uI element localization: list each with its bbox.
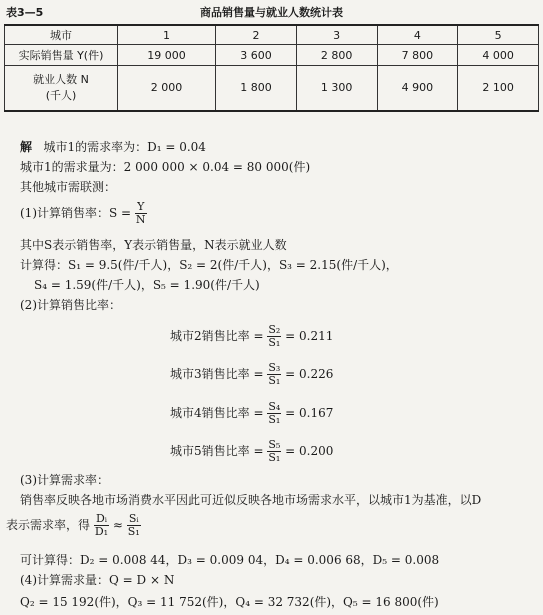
fraction-denominator: S₁: [268, 413, 281, 426]
fraction-numerator: Y: [135, 201, 147, 214]
fraction-denominator: N: [135, 213, 146, 226]
ratio-value: = 0.226: [285, 367, 334, 381]
step3-title: (3)计算需求率：: [20, 473, 109, 487]
table-cell: 2 800: [296, 45, 377, 66]
row-label-employment-line1: 就业人数 N: [33, 73, 89, 86]
fraction-denominator: S₁: [268, 451, 281, 464]
step1-formula: [20, 201, 147, 226]
table-cell: 4 900: [377, 66, 458, 112]
table-cell: 7 800: [377, 45, 458, 66]
ratio-city3: [170, 362, 333, 387]
fraction-y-over-n: [135, 201, 147, 226]
ratio-value: = 0.211: [285, 329, 334, 343]
step1-calc-line1: 计算得：S₁ = 9.5(件/千人)，S₂ = 2(件/千人)，S₃ = 2.15(件/千人)，: [20, 258, 398, 272]
fraction-numerator: Sᵢ: [127, 513, 141, 526]
approx-symbol: ≈: [112, 518, 123, 532]
ratio-label: 城市3销售比率 =: [170, 367, 264, 381]
ratio-city5: [170, 439, 333, 464]
header-cell: 5: [458, 25, 539, 45]
row-label-employment-line2: (千人): [45, 89, 77, 102]
ratio-fraction: [267, 401, 281, 426]
step1-explanation: 其中S表示销售率，Y表示销售量，N表示就业人数: [20, 238, 287, 252]
table-cell: 2 100: [458, 66, 539, 112]
table-row-employment: [5, 66, 539, 112]
ratio-city4: [170, 401, 333, 426]
solution-label: 解: [20, 140, 33, 154]
step1-prefix: (1)计算销售率：S =: [20, 206, 132, 220]
ratio-fraction: [267, 324, 281, 349]
step3-text-line1: 销售率反映各地市场消费水平因此可近似反映各地市场需求水平，以城市1为基准，以D: [20, 493, 482, 507]
header-cell: 4: [377, 25, 458, 45]
fraction-numerator: S₄: [268, 400, 281, 413]
ratio-fraction: [267, 362, 281, 387]
row-label-employment: [5, 66, 118, 112]
step4-calc: Q₂ = 15 192(件)，Q₃ = 11 752(件)，Q₄ = 32 732(件)，Q₅ = 16 800(件): [20, 595, 439, 609]
step3-text-line2: [6, 513, 141, 538]
header-cell: 3: [296, 25, 377, 45]
fraction-numerator: S₅: [268, 438, 281, 451]
fraction-numerator: S₂: [268, 323, 281, 336]
demand-rate-city1: 城市1的需求率为：D₁ = 0.04: [43, 140, 206, 154]
header-cell: 2: [216, 25, 297, 45]
step2-title: (2)计算销售比率：: [20, 298, 121, 312]
ratio-value: = 0.167: [285, 406, 334, 420]
table-cell: 2 000: [118, 66, 216, 112]
step4-title: (4)计算需求量：Q = D × N: [20, 573, 175, 587]
header-cell-city: 城市: [5, 25, 118, 45]
table-title: 商品销售量与就业人数统计表: [200, 6, 343, 19]
step3-calc: 可计算得：D₂ = 0.008 44，D₃ = 0.009 04，D₄ = 0.006 68，D₅ = 0.008: [20, 553, 440, 567]
table-cell: 4 000: [458, 45, 539, 66]
table-header-row: [5, 25, 539, 45]
fraction-di-over-d1: [94, 513, 109, 538]
ratio-label: 城市4销售比率 =: [170, 406, 264, 420]
table-cell: 19 000: [118, 45, 216, 66]
statistics-table: [4, 24, 539, 112]
fraction-si-over-s1: [127, 513, 141, 538]
solution-line-1: [20, 138, 206, 155]
ratio-fraction: [267, 439, 281, 464]
step3-text-prefix: 表示需求率，得: [6, 518, 91, 532]
ratio-label: 城市2销售比率 =: [170, 329, 264, 343]
ratio-city2: [170, 324, 333, 349]
header-cell: 1: [118, 25, 216, 45]
table-cell: 1 300: [296, 66, 377, 112]
fraction-denominator: S₁: [268, 336, 281, 349]
table-cell: 3 600: [216, 45, 297, 66]
table-row-sales: [5, 45, 539, 66]
fraction-numerator: Dᵢ: [94, 513, 109, 526]
ratio-value: = 0.200: [285, 444, 334, 458]
solution-line-3: 其他城市需联测：: [20, 180, 117, 194]
table-cell: 1 800: [216, 66, 297, 112]
fraction-numerator: S₃: [268, 361, 281, 374]
table-label: 表3—5: [6, 6, 44, 19]
fraction-denominator: S₁: [268, 374, 281, 387]
fraction-denominator: S₁: [127, 525, 140, 538]
ratio-label: 城市5销售比率 =: [170, 444, 264, 458]
solution-line-2: 城市1的需求量为：2 000 000 × 0.04 = 80 000(件): [20, 160, 311, 174]
row-label-sales: 实际销售量 Y(件): [5, 45, 118, 66]
step1-calc-line2: S₄ = 1.59(件/千人)，S₅ = 1.90(件/千人): [34, 278, 260, 292]
fraction-denominator: D₁: [94, 525, 109, 538]
